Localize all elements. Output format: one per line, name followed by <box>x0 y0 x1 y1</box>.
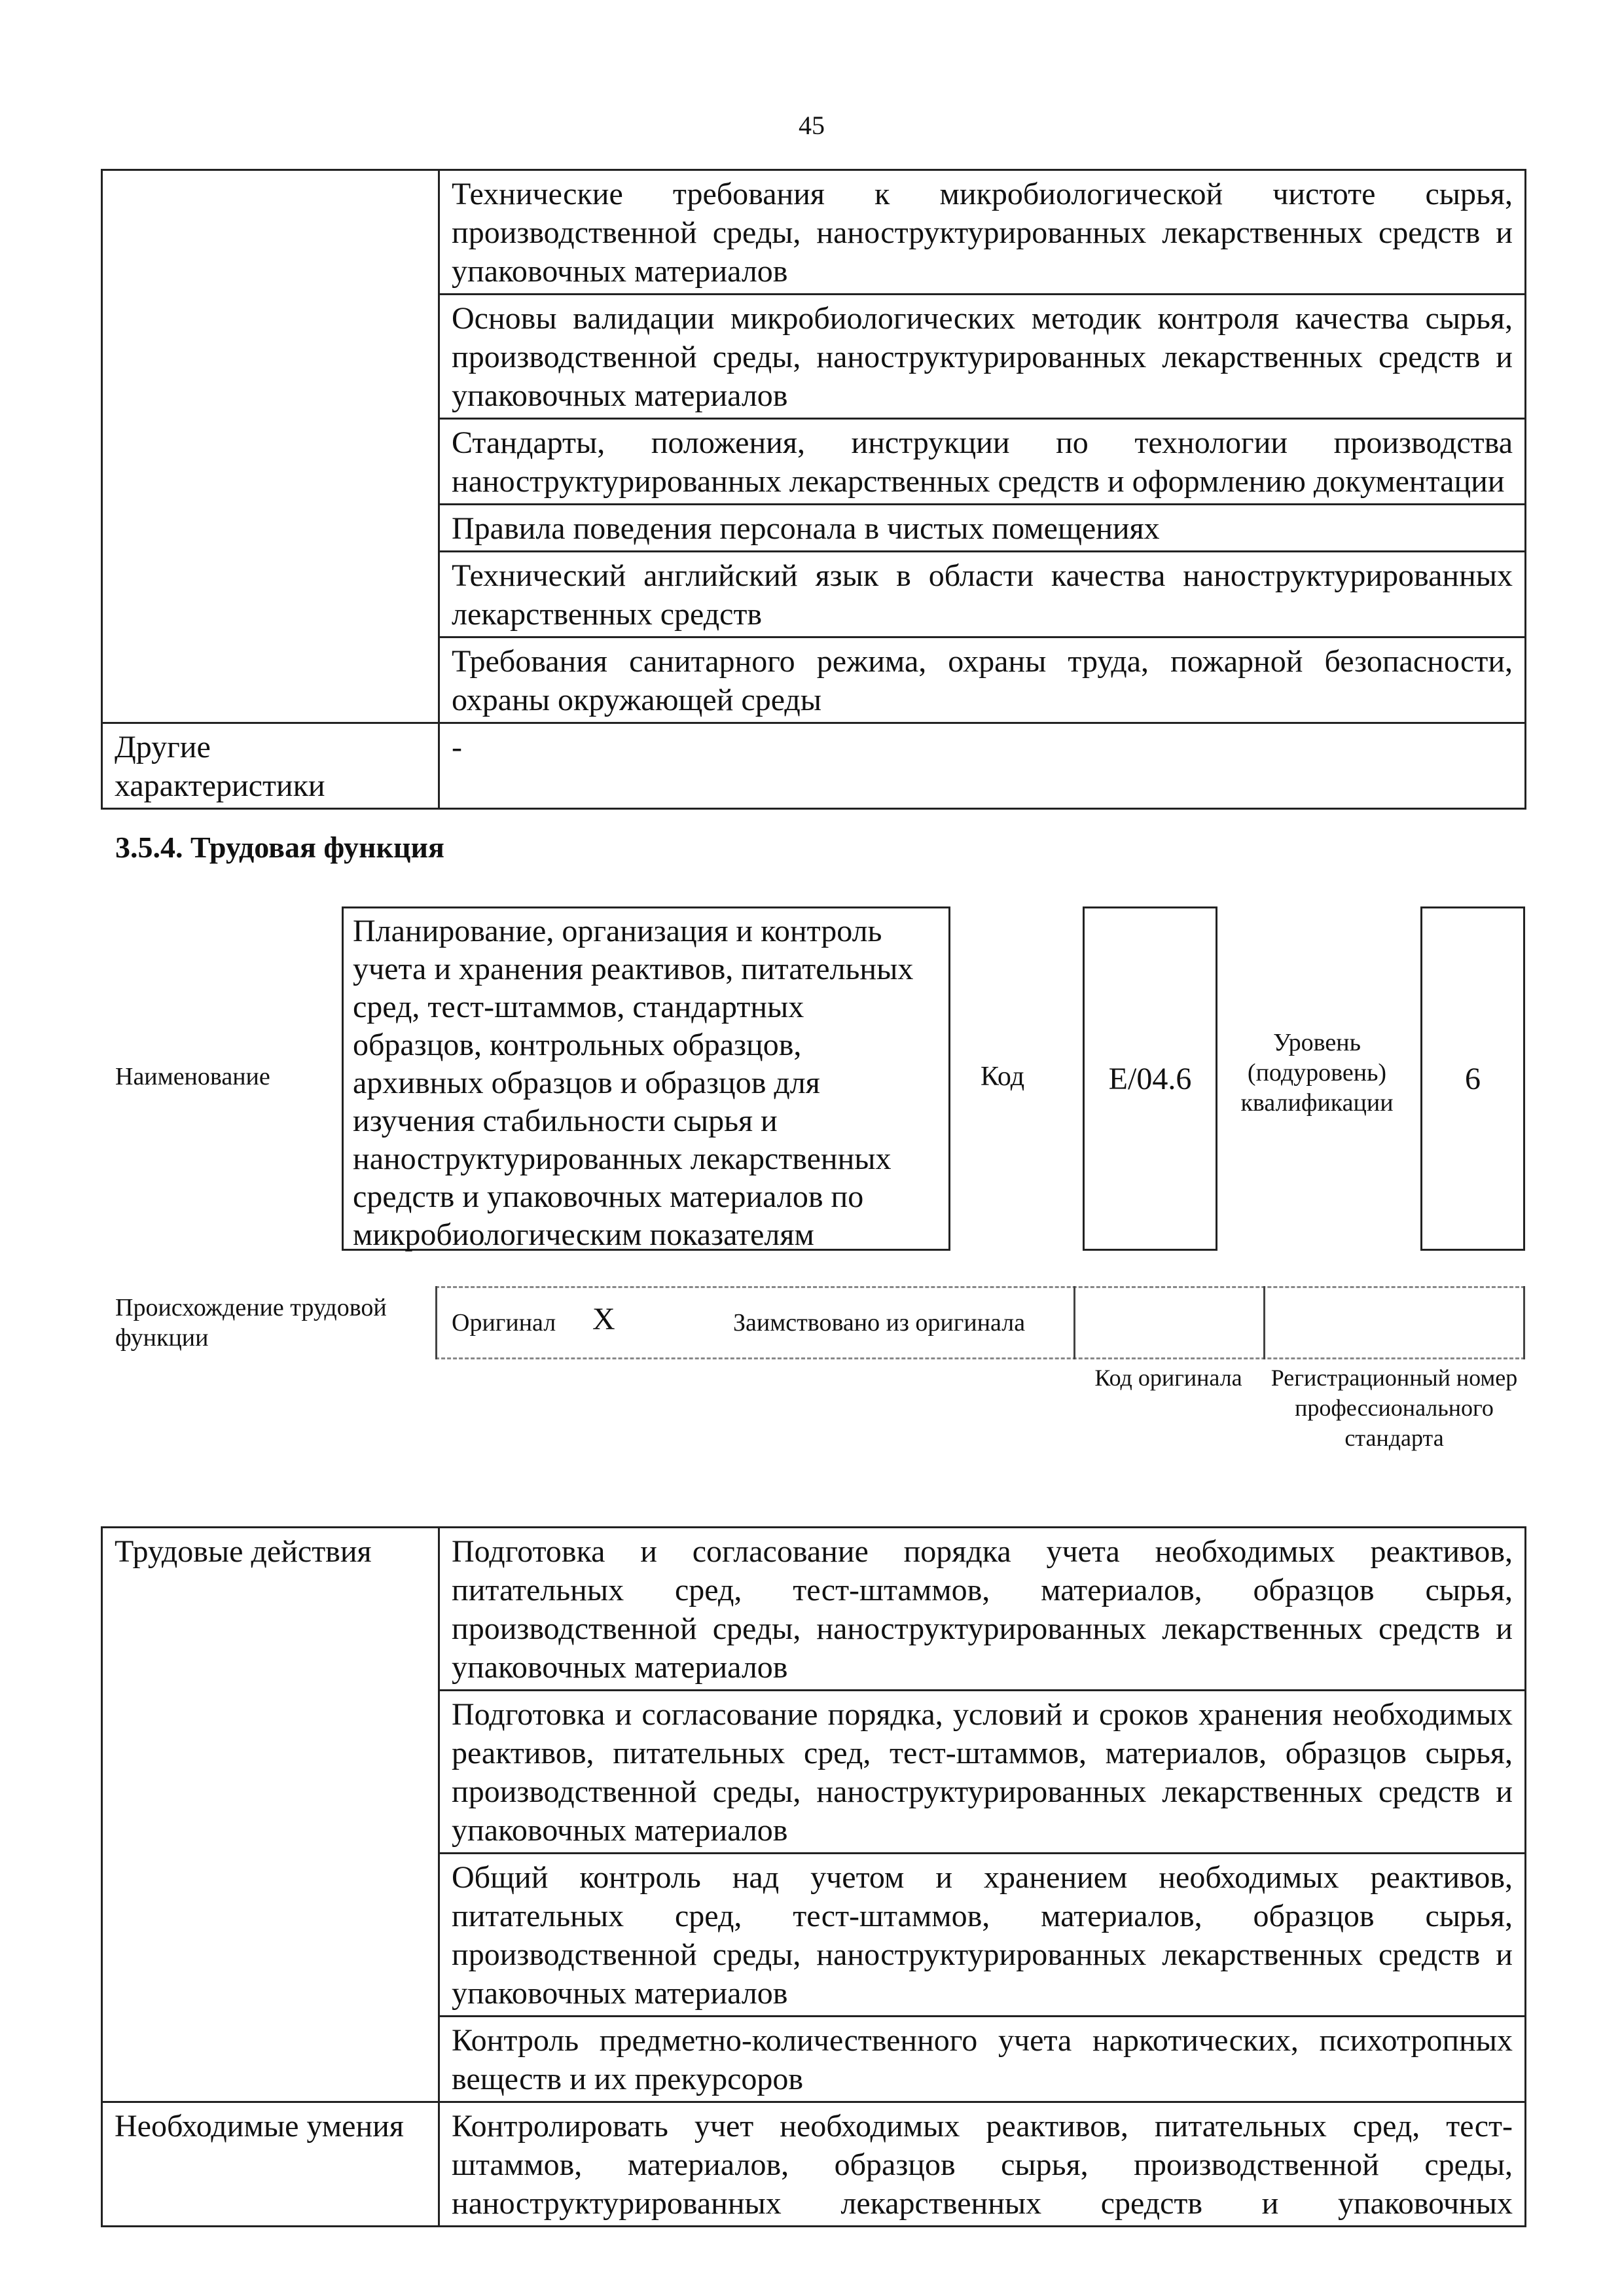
code-value: E/04.6 <box>1108 1061 1192 1096</box>
table-cell: Технический английский язык в области качества наноструктурированных лекарственных средств <box>439 552 1526 637</box>
level-box <box>1420 906 1525 1251</box>
page-number: 45 <box>799 111 825 140</box>
name-label: Наименование <box>115 1063 270 1090</box>
empty-label-cell <box>102 170 439 723</box>
reg-number-caption: Регистрационный номер профессионального стандарта <box>1271 1365 1518 1451</box>
table-cell: Подготовка и согласование порядка учета необходимых реактивов, питательных сред, тест-штаммов, материалов, образцов сырья, производственной среды, наноструктурированных лекарственных средств и упаковочных материалов <box>439 1528 1526 1691</box>
origin-divider <box>1523 1286 1525 1359</box>
code-label: Код <box>981 1062 1025 1092</box>
section-title: 3.5.4. Трудовая функция <box>115 831 444 864</box>
borrowed-label: Заимствовано из оригинала <box>733 1309 1026 1336</box>
origin-divider <box>435 1286 437 1359</box>
origin-label: Происхождение трудовой функции <box>115 1294 387 1352</box>
table-cell: Стандарты, положения, инструкции по технологии производства наноструктурированных лекарственных средств и оформлению документации <box>439 419 1526 505</box>
level-label: Уровень (подуровень) квалификации <box>1240 1029 1394 1117</box>
table-cell: Контролировать учет необходимых реактивов, питательных сред, тест-штаммов, материалов, образцов сырья, производственной среды, наноструктурированных лекарственных средств и упаковочных <box>439 2102 1526 2227</box>
table-cell: Технические требования к микробиологической чистоте сырья, производственной среды, наноструктурированных лекарственных средств и упаковочных материалов <box>439 170 1526 295</box>
row-label: Необходимые умения <box>102 2102 439 2227</box>
row-label: Другие характеристики <box>102 723 439 809</box>
actions-table <box>101 1526 1526 2227</box>
row-label: Трудовые действия <box>102 1528 439 2102</box>
level-value: 6 <box>1465 1061 1481 1096</box>
origin-divider <box>1073 1286 1075 1359</box>
original-label: Оригинал <box>452 1309 556 1336</box>
knowledge-table <box>101 169 1526 810</box>
table-cell: - <box>439 723 1526 809</box>
original-mark: X <box>592 1302 615 1336</box>
code-box <box>1083 906 1217 1251</box>
table-cell: Основы валидации микробиологических методик контроля качества сырья, производственной среды, наноструктурированных лекарственных средств и упаковочных материалов <box>439 295 1526 419</box>
table-cell: Контроль предметно-количественного учета наркотических, психотропных веществ и их прекурсоров <box>439 2017 1526 2102</box>
table-cell: Подготовка и согласование порядка, условий и сроков хранения необходимых реактивов, питательных сред, тест-штаммов, материалов, образцов сырья, производственной среды, наноструктурированных лекарственных средств и упаковочных материалов <box>439 1691 1526 1854</box>
code-original-caption: Код оригинала <box>1094 1365 1242 1391</box>
origin-divider <box>1263 1286 1265 1359</box>
function-name-box: Планирование, организация и контроль учета и хранения реактивов, питательных сред, тест-штаммов, стандартных образцов, контрольных образцов, архивных образцов и образцов для изучения стабильности сырья и наноструктурированных лекарственных средств и упаковочных материалов по микробиологическим показателям <box>342 906 950 1251</box>
table-cell: Правила поведения персонала в чистых помещениях <box>439 505 1526 552</box>
table-cell: Требования санитарного режима, охраны труда, пожарной безопасности, охраны окружающей среды <box>439 637 1526 723</box>
table-cell: Общий контроль над учетом и хранением необходимых реактивов, питательных сред, тест-штаммов, материалов, образцов сырья, производственной среды, наноструктурированных лекарственных средств и упаковочных материалов <box>439 1854 1526 2017</box>
